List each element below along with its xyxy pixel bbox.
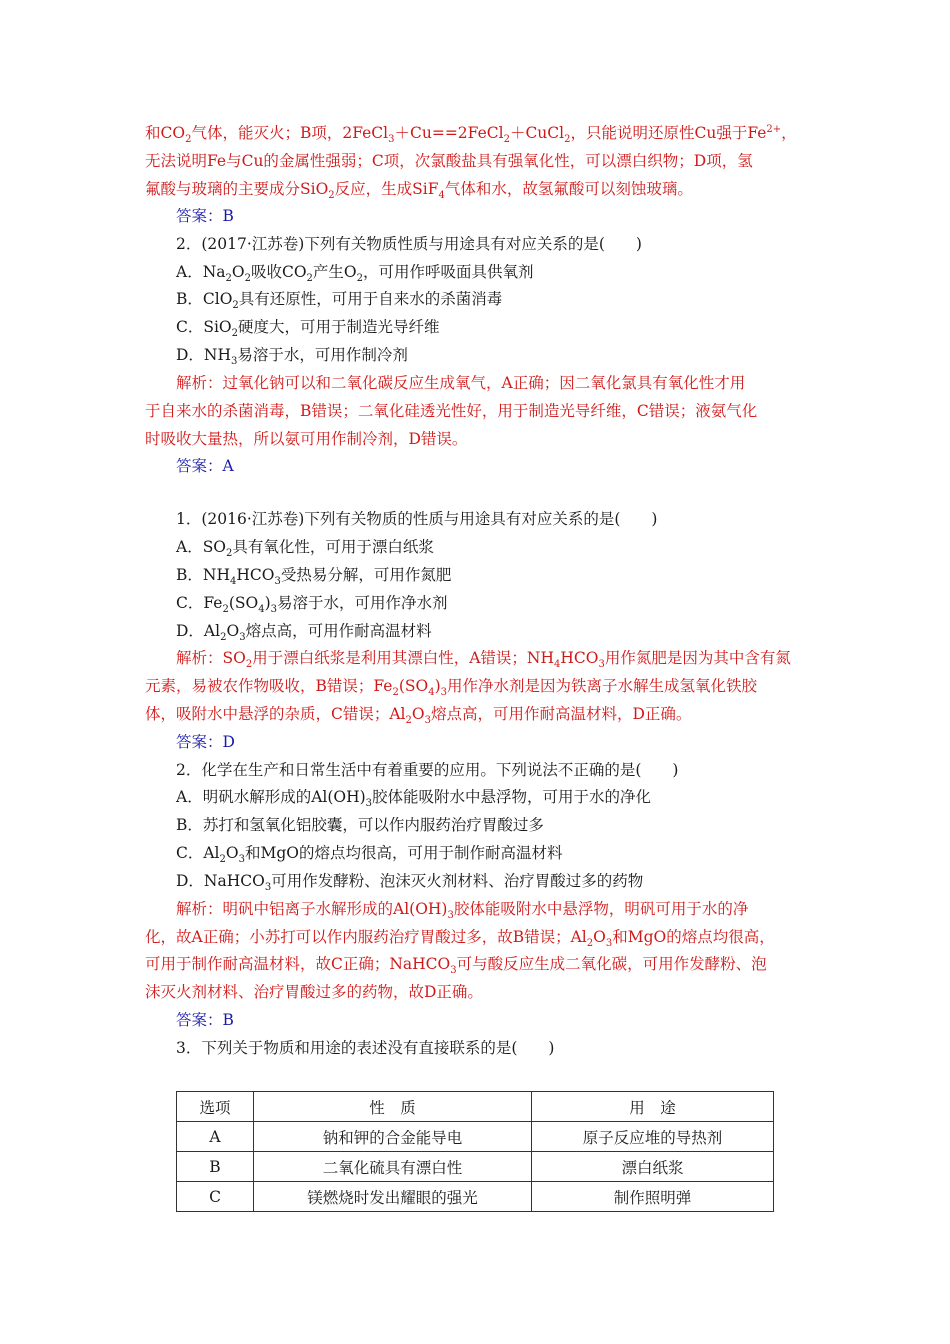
option-d: D．$NH_3$易溶于水，可用作制冷剂 <box>176 346 408 368</box>
table-cell: 二氧化硫具有漂白性 <box>254 1152 532 1182</box>
answer-label: 答案：D <box>176 733 235 751</box>
table-cell: 原子反应堆的导热剂 <box>532 1122 774 1152</box>
option-c: C．SiO$_2$硬度大，可用于制造光导纤维 <box>176 318 440 340</box>
option-a: A．$SO_2$具有氧化性，可用于漂白纸浆 <box>176 538 434 560</box>
option-c: C．$Fe_2(SO_4)_3$易溶于水，可用作净水剂 <box>176 594 448 616</box>
prev-explanation-line-1: 和$CO_2$气体，能灭火；B项，2FeCl$_3$＋Cu==2FeCl$_2$＋CuCl$_2$，只能说明还原性Cu强于$Fe^{2+}$， <box>145 123 797 146</box>
question-3: 3．下列关于物质和用途的表述没有直接联系的是( ) <box>176 1039 555 1057</box>
table-cell: 漂白纸浆 <box>532 1152 774 1182</box>
table-row <box>177 1182 774 1212</box>
explanation-line-1: 解析：$SO_2$用于漂白纸浆是利用其漂白性，A错误；$NH_4HCO_3$用作氮肥是因为其中含有氮 <box>176 649 791 671</box>
option-c: C．$Al_2O_3$和MgO的熔点均很高，可用于制作耐高温材料 <box>176 844 563 866</box>
option-b: B．$NH_4HCO_3$受热易分解，可用作氮肥 <box>176 566 452 588</box>
table-header-cell: 选项 <box>177 1092 254 1122</box>
explanation-line-2: 化，故A正确；小苏打可以作内服药治疗胃酸过多，故B错误；$Al_2O_3$和MgO的熔点均很高， <box>145 928 775 950</box>
explanation-line-3: 可用于制作耐高温材料，故C正确；NaHCO$_3$可与酸反应生成二氧化碳，可用作发酵粉、泡 <box>145 955 767 977</box>
option-d: D．NaHCO$_3$可用作发酵粉、泡沫灭火剂材料、治疗胃酸过多的药物 <box>176 872 644 894</box>
table-header-cell: 用 途 <box>532 1092 774 1122</box>
table-header-cell: 性 质 <box>254 1092 532 1122</box>
table-cell: 钠和钾的合金能导电 <box>254 1122 532 1152</box>
question-2016: 1．(2016·江苏卷)下列有关物质的性质与用途具有对应关系的是( ) <box>176 510 658 528</box>
option-b: B．ClO$_2$具有还原性，可用于自来水的杀菌消毒 <box>176 290 503 312</box>
table-header-row <box>177 1092 774 1122</box>
table-row <box>177 1152 774 1182</box>
question-2017: 2．(2017·江苏卷)下列有关物质性质与用途具有对应关系的是( ) <box>176 235 642 253</box>
table-cell: C <box>177 1182 254 1212</box>
answer-label: 答案：B <box>176 207 234 225</box>
explanation-line-1: 解析：过氧化钠可以和二氧化碳反应生成氧气，A正确；因二氧化氯具有氧化性才用 <box>176 374 746 392</box>
option-a: A．明矾水解形成的$Al(OH)_3$胶体能吸附水中悬浮物，可用于水的净化 <box>176 788 652 810</box>
answer-label: 答案：B <box>176 1011 234 1029</box>
table-cell: 镁燃烧时发出耀眼的强光 <box>254 1182 532 1212</box>
prev-explanation-line-3: 氟酸与玻璃的主要成分SiO$_2$反应，生成SiF$_4$气体和水，故氢氟酸可以刻蚀玻璃。 <box>145 180 693 202</box>
option-d: D．$Al_2O_3$熔点高，可用作耐高温材料 <box>176 622 432 644</box>
option-b: B．苏打和氢氧化铝胶囊，可以作内服药治疗胃酸过多 <box>176 816 544 834</box>
explanation-line-4: 沫灭火剂材料、治疗胃酸过多的药物，故D正确。 <box>145 983 483 1001</box>
explanation-line-1: 解析：明矾中铝离子水解形成的$Al(OH)_3$胶体能吸附水中悬浮物，明矾可用于水的净 <box>176 900 749 922</box>
prev-explanation-line-2: 无法说明Fe与Cu的金属性强弱；C项，次氯酸盐具有强氧化性，可以漂白织物；D项，氢 <box>145 152 753 170</box>
question-2: 2．化学在生产和日常生活中有着重要的应用。下列说法不正确的是( ) <box>176 761 679 779</box>
table-cell: 制作照明弹 <box>532 1182 774 1212</box>
property-use-table <box>176 1091 774 1212</box>
explanation-line-3: 体，吸附水中悬浮的杂质，C错误；$Al_2O_3$熔点高，可用作耐高温材料，D正确。 <box>145 705 692 727</box>
explanation-line-2: 于自来水的杀菌消毒，B错误；二氧化硅透光性好，用于制造光导纤维，C错误；液氨气化 <box>145 402 758 420</box>
answer-label: 答案：A <box>176 457 234 475</box>
option-a: A．$Na_2O_2$吸收$CO_2$产生$O_2$，可用作呼吸面具供氧剂 <box>176 263 534 285</box>
table-cell: A <box>177 1122 254 1152</box>
table-cell: B <box>177 1152 254 1182</box>
explanation-line-2: 元素，易被农作物吸收，B错误；$Fe_2(SO_4)_3$用作净水剂是因为铁离子水解生成氢氧化铁胶 <box>145 677 758 699</box>
explanation-line-3: 时吸收大量热，所以氨可用作制冷剂，D错误。 <box>145 430 468 448</box>
table-row <box>177 1122 774 1152</box>
